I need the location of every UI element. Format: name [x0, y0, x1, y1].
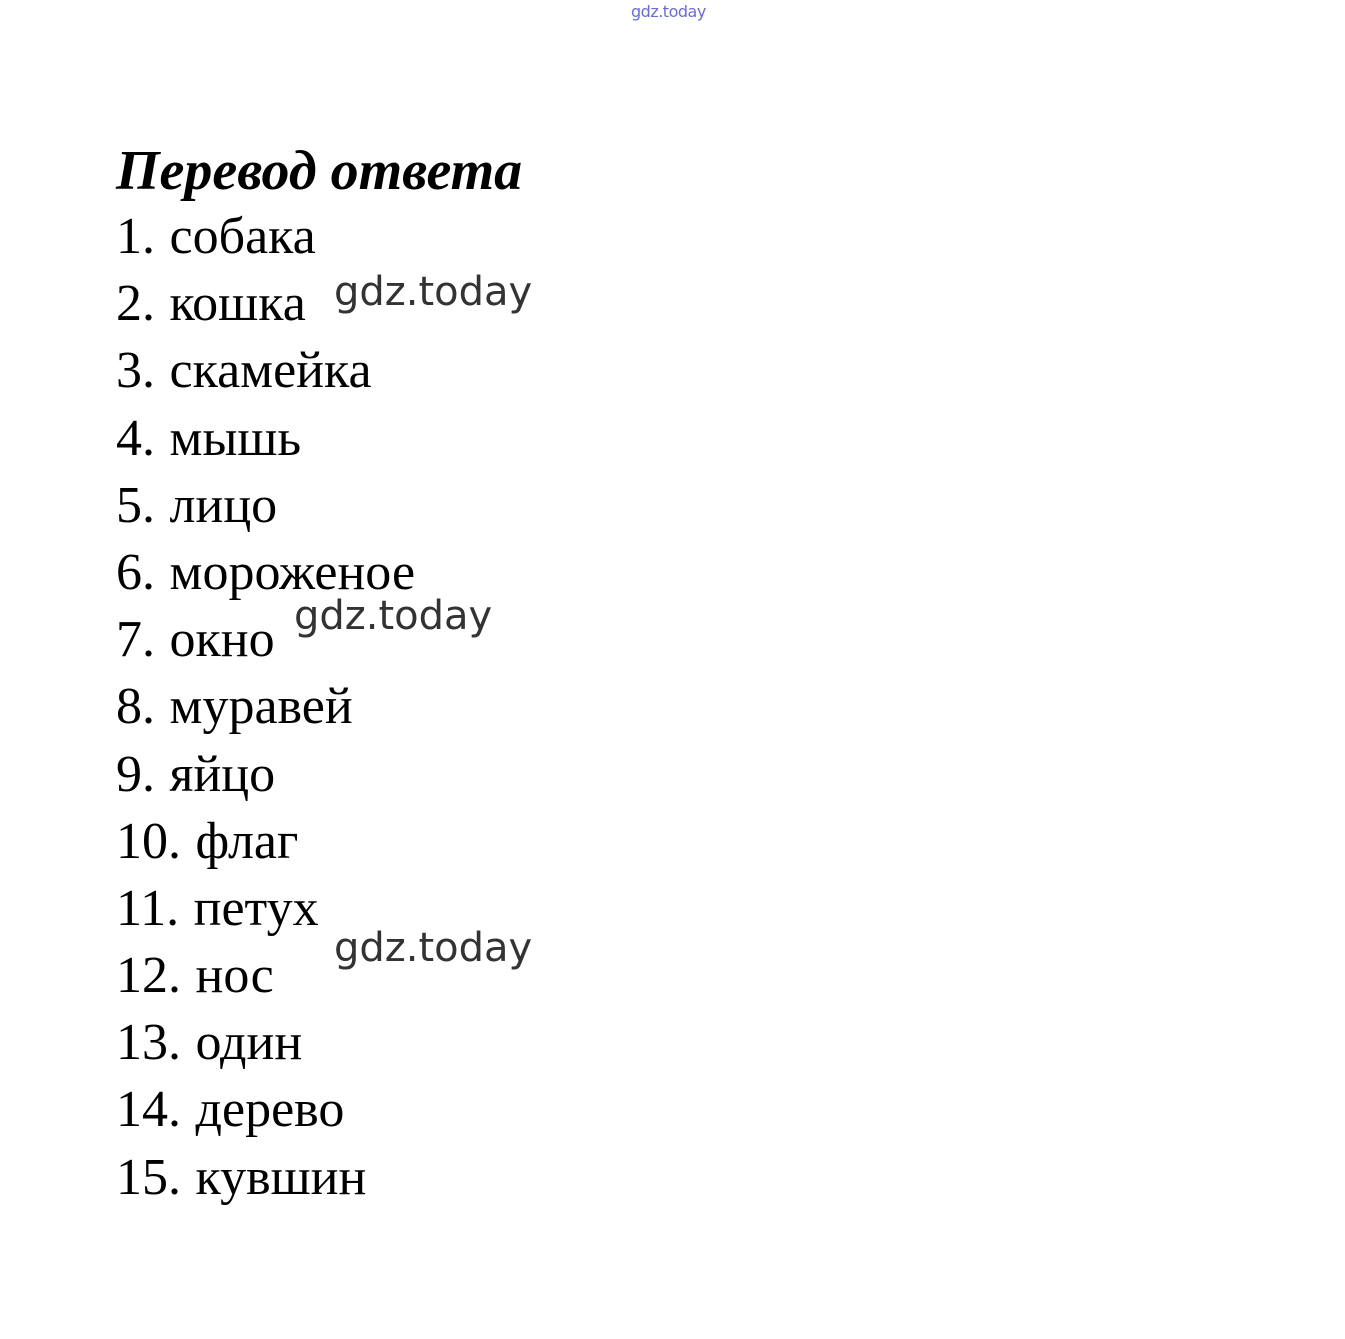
item-number: 11.	[116, 879, 180, 937]
item-number: 6.	[116, 543, 155, 601]
item-number: 8.	[116, 678, 155, 736]
item-word: дерево	[195, 1081, 345, 1139]
item-number: 4.	[116, 409, 155, 467]
item-number: 12.	[116, 947, 181, 1005]
page-title: Перевод ответа	[116, 140, 523, 202]
item-word: скамейка	[169, 342, 372, 400]
item-word: один	[195, 1014, 303, 1072]
list-item	[116, 673, 415, 740]
item-word: мышь	[169, 409, 302, 467]
watermark: gdz.today	[294, 593, 493, 639]
list-item	[116, 203, 415, 270]
item-word: нос	[195, 947, 274, 1005]
item-number: 2.	[116, 275, 155, 333]
list-item	[116, 808, 415, 875]
list-item	[116, 1009, 415, 1076]
item-number: 14.	[116, 1081, 181, 1139]
item-number: 13.	[116, 1014, 181, 1072]
item-number: 7.	[116, 611, 155, 669]
list-item	[116, 1076, 415, 1143]
list-item	[116, 741, 415, 808]
answer-list	[116, 203, 415, 1211]
item-word: кувшин	[195, 1148, 367, 1206]
item-number: 1.	[116, 208, 155, 265]
item-number: 9.	[116, 745, 155, 803]
item-number: 10.	[116, 812, 181, 870]
list-item	[116, 472, 415, 539]
item-word: мороженое	[169, 543, 416, 601]
item-number: 15.	[116, 1148, 181, 1206]
item-number: 5.	[116, 476, 155, 534]
item-word: лицо	[169, 476, 278, 534]
top-watermark: gdz.today	[631, 2, 706, 21]
item-word: петух	[193, 879, 319, 937]
list-item	[116, 337, 415, 404]
item-word: собака	[169, 208, 316, 265]
watermark: gdz.today	[334, 925, 533, 971]
item-number: 3.	[116, 342, 155, 400]
item-word: кошка	[169, 275, 306, 333]
list-item	[116, 405, 415, 472]
item-word: яйцо	[169, 745, 276, 803]
item-word: муравей	[169, 678, 353, 736]
item-word: окно	[169, 611, 275, 669]
list-item	[116, 1144, 415, 1211]
item-word: флаг	[195, 812, 299, 870]
watermark: gdz.today	[334, 269, 533, 315]
